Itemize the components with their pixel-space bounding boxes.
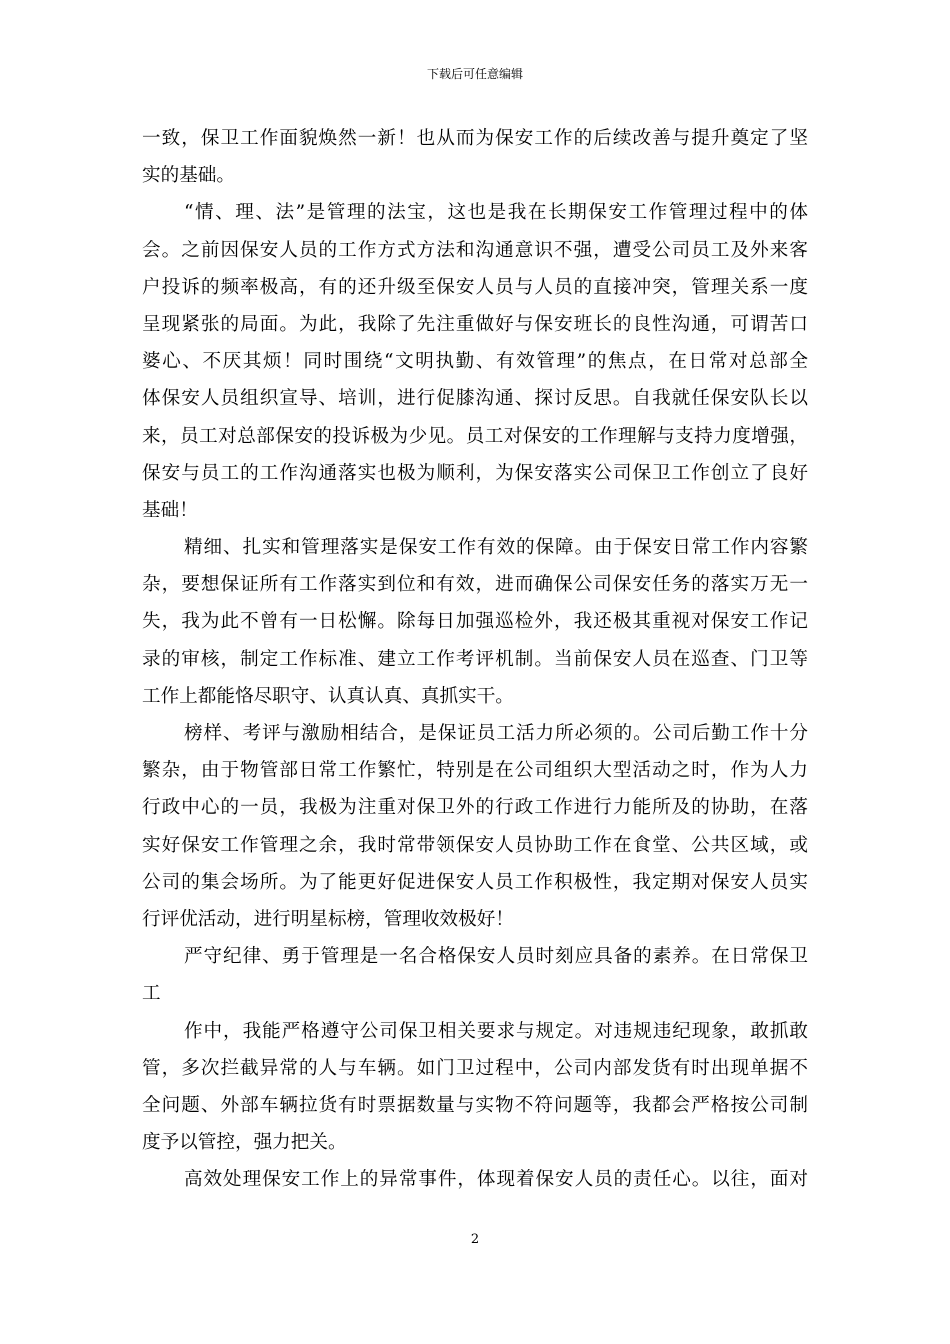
page-header: 下载后可任意编辑 — [426, 67, 523, 81]
paragraph-first-line: 作中，我能严格遵守公司保卫相关要求与规定。对违规违纪现象，敢抓敢 — [184, 1020, 808, 1042]
text-line: 录的审核，制定工作标准、建立工作考评机制。当前保安人员在巡查、门卫等 — [142, 648, 808, 670]
paragraph-first-line: 榜样、考评与激励相结合，是保证员工活力所必须的。公司后勤工作十分 — [184, 723, 808, 744]
text-line: 基础！ — [142, 499, 198, 521]
text-line: 保安与员工的工作沟通落实也极为顺利，为保安落实公司保卫工作创立了良好 — [142, 462, 808, 484]
paragraph-first-line: 严守纪律、勇于管理是一名合格保安人员时刻应具备的素养。在日常保卫 — [184, 946, 808, 968]
text-line: 行评优活动，进行明星标榜，管理收效极好！ — [142, 908, 514, 930]
text-line: 呈现紧张的局面。为此，我除了先注重做好与保安班长的良性沟通，可谓苦口 — [142, 313, 808, 335]
text-line: 工 — [142, 983, 161, 1005]
text-line: 失，我为此不曾有一日松懈。除每日加强巡检外，我还极其重视对保安工作记 — [142, 611, 808, 633]
text-line: 来，员工对总部保安的投诉极为少见。员工对保安的工作理解与支持力度增强， — [142, 425, 808, 447]
text-line: 公司的集会场所。为了能更好促进保安人员工作积极性，我定期对保安人员实 — [142, 871, 808, 893]
paragraph-first-line: 高效处理保安工作上的异常事件，体现着保安人员的责任心。以往，面对 — [184, 1169, 808, 1191]
text-line: 杂，要想保证所有工作落实到位和有效，进而确保公司保安任务的落实万无一 — [142, 574, 808, 596]
text-line: 户投诉的频率极高，有的还升级至保安人员与人员的直接冲突，管理关系一度 — [142, 276, 808, 298]
text-line: 行政中心的一员，我极为注重对保卫外的行政工作进行力能所及的协助，在落 — [142, 797, 808, 819]
text-line: 繁杂，由于物管部日常工作繁忙，特别是在公司组织大型活动之时，作为人力 — [142, 760, 808, 782]
text-line: 婆心、不厌其烦！同时围绕“文明执勤、有效管理”的焦点，在日常对总部全 — [142, 351, 808, 373]
page-number: 2 — [470, 1232, 480, 1247]
text-line: 会。之前因保安人员的工作方式方法和沟通意识不强，遭受公司员工及外来客 — [142, 239, 808, 261]
text-line: 一致，保卫工作面貌焕然一新！也从而为保安工作的后续改善与提升奠定了坚 — [142, 128, 808, 149]
text-line: 实好保安工作管理之余，我时常带领保安人员协助工作在食堂、公共区域，或 — [142, 834, 808, 856]
paragraph-first-line: 精细、扎实和管理落实是保安工作有效的保障。由于保安日常工作内容繁 — [184, 537, 808, 559]
text-line: 体保安人员组织宣导、培训，进行促膝沟通、探讨反思。自我就任保安队长以 — [142, 388, 808, 410]
paragraph-first-line: “情、理、法”是管理的法宝，这也是我在长期保安工作管理过程中的体 — [184, 202, 808, 224]
text-line: 管，多次拦截异常的人与车辆。如门卫过程中，公司内部发货有时出现单据不 — [142, 1057, 808, 1079]
text-line: 度予以管控，强力把关。 — [142, 1132, 347, 1154]
text-line: 工作上都能恪尽职守、认真认真、真抓实干。 — [142, 685, 514, 707]
text-line: 全问题、外部车辆拉货有时票据数量与实物不符问题等，我都会严格按公司制 — [142, 1094, 808, 1116]
document-body — [142, 120, 808, 1198]
text-line: 实的基础。 — [142, 165, 235, 187]
